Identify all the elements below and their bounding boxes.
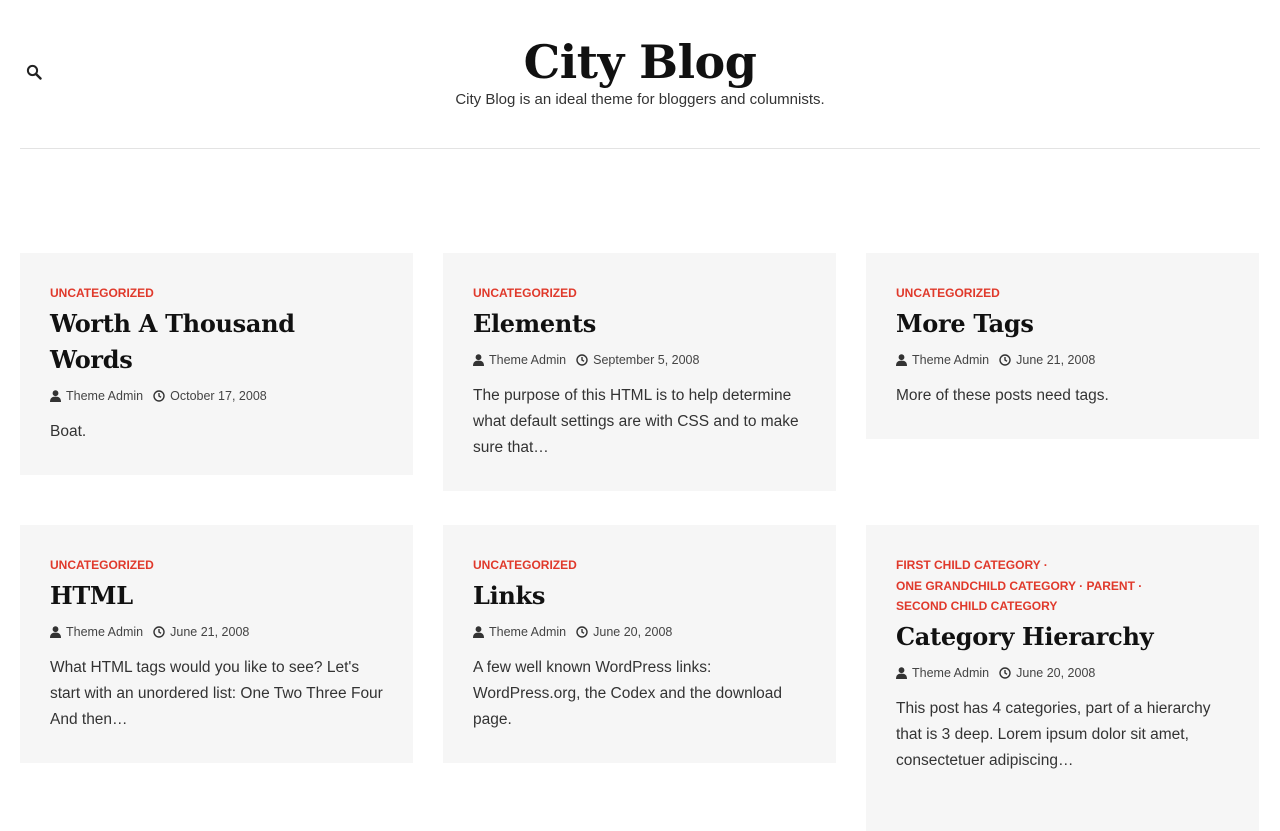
clock-icon xyxy=(576,354,588,366)
site-header xyxy=(20,0,1260,149)
post-date-text: September 5, 2008 xyxy=(593,352,700,367)
post-card xyxy=(20,525,413,763)
author-name: Theme Admin xyxy=(489,624,567,639)
post-excerpt: What HTML tags would you like to see? Let's start with an unordered list: One Two Three Four And then… xyxy=(50,658,383,728)
post-card xyxy=(443,525,836,763)
category-link[interactable]: UNCATEGORIZED xyxy=(50,286,154,300)
clock-icon xyxy=(153,626,165,638)
post-date-text: June 20, 2008 xyxy=(593,624,673,639)
author-name: Theme Admin xyxy=(912,352,990,367)
clock-icon xyxy=(999,667,1011,679)
post-date-text: June 21, 2008 xyxy=(170,624,250,639)
user-icon xyxy=(896,667,907,679)
post-card xyxy=(866,253,1259,439)
category-link[interactable]: UNCATEGORIZED xyxy=(473,558,577,572)
author-name: Theme Admin xyxy=(66,388,144,403)
post-categories xyxy=(473,283,806,304)
site-description: City Blog is an ideal theme for bloggers and columnists. xyxy=(455,91,825,108)
post-meta xyxy=(50,386,383,406)
post-title[interactable]: More Tags xyxy=(896,308,1034,338)
post-categories xyxy=(473,555,806,576)
category-link[interactable]: UNCATEGORIZED xyxy=(473,286,577,300)
category-link[interactable]: UNCATEGORIZED xyxy=(896,286,1000,300)
category-link[interactable]: PARENT xyxy=(1086,578,1135,593)
post-meta xyxy=(50,622,383,642)
post-date[interactable] xyxy=(576,350,699,370)
post-categories: FIRST CHILD CATEGORY · ONE GRANDCHILD CATEGORY · PARENT · SECOND CHILD CATEGORY xyxy=(896,558,1143,613)
clock-icon xyxy=(999,354,1011,366)
user-icon xyxy=(896,354,907,366)
category-link[interactable]: FIRST CHILD CATEGORY xyxy=(896,558,1041,572)
post-date[interactable] xyxy=(999,663,1095,683)
post-date[interactable] xyxy=(153,386,267,406)
post-date-text: June 21, 2008 xyxy=(1016,352,1096,367)
post-card xyxy=(443,253,836,491)
post-title[interactable]: HTML xyxy=(50,580,133,610)
post-title[interactable]: Links xyxy=(473,580,546,610)
post-title[interactable]: Category Hierarchy xyxy=(896,621,1154,651)
post-title[interactable]: Worth A Thousand Words xyxy=(50,308,295,374)
post-author[interactable] xyxy=(473,350,566,370)
post-card xyxy=(866,525,1259,831)
post-date[interactable] xyxy=(999,350,1095,370)
author-name: Theme Admin xyxy=(912,665,990,680)
post-categories xyxy=(896,283,1229,304)
post-author[interactable] xyxy=(896,663,989,683)
post-categories xyxy=(50,283,383,304)
clock-icon xyxy=(576,626,588,638)
post-categories xyxy=(50,555,383,576)
post-date[interactable] xyxy=(576,622,672,642)
user-icon xyxy=(473,354,484,366)
post-excerpt: Boat. xyxy=(50,422,87,440)
category-link[interactable]: SECOND CHILD CATEGORY xyxy=(896,599,1058,613)
post-author[interactable] xyxy=(50,622,143,642)
clock-icon xyxy=(153,390,165,402)
user-icon xyxy=(50,390,61,402)
post-excerpt: More of these posts need tags. xyxy=(896,386,1109,404)
author-name: Theme Admin xyxy=(489,352,567,367)
post-meta xyxy=(896,350,1229,370)
post-author[interactable] xyxy=(896,350,989,370)
category-link[interactable]: UNCATEGORIZED xyxy=(50,558,154,572)
post-author[interactable] xyxy=(473,622,566,642)
post-title[interactable]: Elements xyxy=(473,308,596,338)
site-title[interactable]: City Blog xyxy=(523,35,757,89)
post-excerpt: The purpose of this HTML is to help determine what default settings are with CSS and to make sure that… xyxy=(473,386,799,456)
post-date-text: October 17, 2008 xyxy=(170,388,267,403)
post-card xyxy=(20,253,413,475)
user-icon xyxy=(50,626,61,638)
author-name: Theme Admin xyxy=(66,624,144,639)
post-date[interactable] xyxy=(153,622,249,642)
post-excerpt: This post has 4 categories, part of a hierarchy that is 3 deep. Lorem ipsum dolor sit amet, consectetuer adipiscing… xyxy=(896,699,1211,769)
post-excerpt: A few well known WordPress links: WordPress.org, the Codex and the download page. xyxy=(473,658,783,728)
post-meta xyxy=(896,663,1229,683)
post-date-text: June 20, 2008 xyxy=(1016,665,1096,680)
post-meta xyxy=(473,622,806,642)
post-meta xyxy=(473,350,806,370)
user-icon xyxy=(473,626,484,638)
category-link[interactable]: ONE GRANDCHILD CATEGORY xyxy=(896,578,1076,593)
post-author[interactable] xyxy=(50,386,143,406)
